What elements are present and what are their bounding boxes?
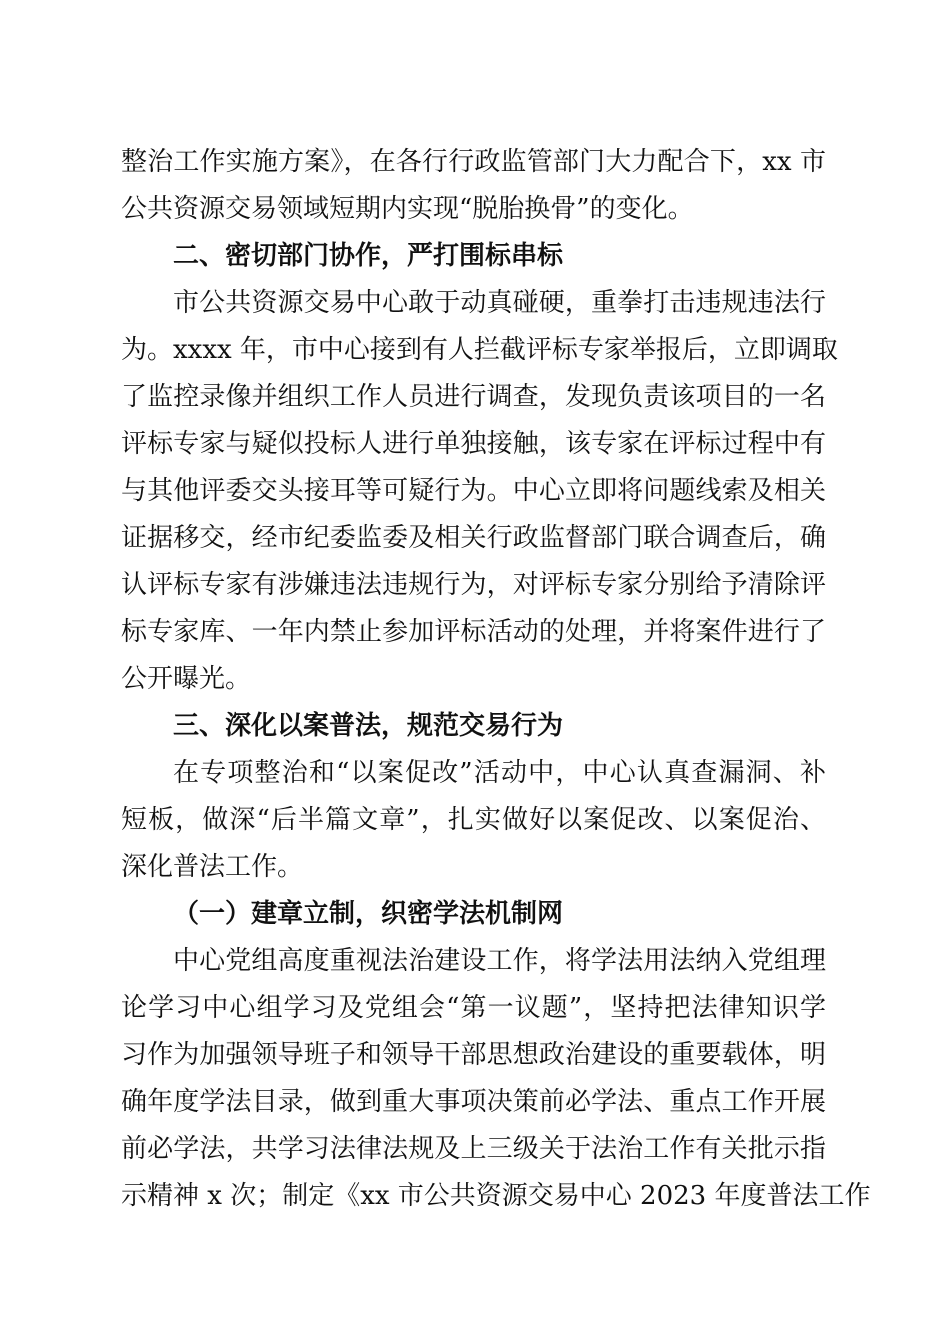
body-text-line: 市公共资源交易中心敢于动真碰硬，重拳打击违规违法行 xyxy=(173,288,826,318)
body-text-line: 为。xxxx 年，市中心接到有人拦截评标专家举报后，立即调取 xyxy=(121,335,838,365)
body-text-line: 评标专家与疑似投标人进行单独接触，该专家在评标过程中有 xyxy=(121,429,826,459)
body-text-line: 示精神 x 次；制定《xx 市公共资源交易中心 2023 年度普法工作 xyxy=(121,1181,871,1211)
body-text-line: 标专家库、一年内禁止参加评标活动的处理，并将案件进行了 xyxy=(121,617,826,647)
body-text-line: 习作为加强领导班子和领导干部思想政治建设的重要载体，明 xyxy=(121,1040,826,1070)
body-text-line: 前必学法，共学习法律法规及上三级关于法治工作有关批示指 xyxy=(121,1134,826,1164)
body-text-line: 证据移交，经市纪委监委及相关行政监督部门联合调查后，确 xyxy=(121,523,826,553)
body-text-line: 整治工作实施方案》，在各行行政监管部门大力配合下，xx 市 xyxy=(121,147,826,177)
body-text-line: 在专项整治和“以案促改”活动中，中心认真查漏洞、补 xyxy=(173,758,826,788)
body-text-line: 确年度学法目录，做到重大事项决策前必学法、重点工作开展 xyxy=(121,1087,826,1117)
section-heading-2: 二、密切部门协作，严打围标串标 xyxy=(173,241,564,271)
body-text-line: 公共资源交易领域短期内实现“脱胎换骨”的变化。 xyxy=(121,194,694,224)
body-text-line: 短板，做深“后半篇文章”，扎实做好以案促改、以案促治、 xyxy=(121,805,826,835)
body-text-line: 与其他评委交头接耳等可疑行为。中心立即将问题线索及相关 xyxy=(121,476,826,506)
body-text-line: 公开曝光。 xyxy=(121,664,252,694)
body-text-line: 中心党组高度重视法治建设工作，将学法用法纳入党组理 xyxy=(173,946,826,976)
body-text-line: 认评标专家有涉嫌违法违规行为，对评标专家分别给予清除评 xyxy=(121,570,826,600)
body-text-line: 深化普法工作。 xyxy=(121,852,304,882)
section-heading-3: 三、深化以案普法，规范交易行为 xyxy=(173,711,564,741)
body-text-line: 论学习中心组学习及党组会“第一议题”，坚持把法律知识学 xyxy=(121,993,826,1023)
body-text-line: 了监控录像并组织工作人员进行调查，发现负责该项目的一名 xyxy=(121,382,826,412)
subsection-heading-1: （一）建章立制，织密学法机制网 xyxy=(173,899,564,929)
